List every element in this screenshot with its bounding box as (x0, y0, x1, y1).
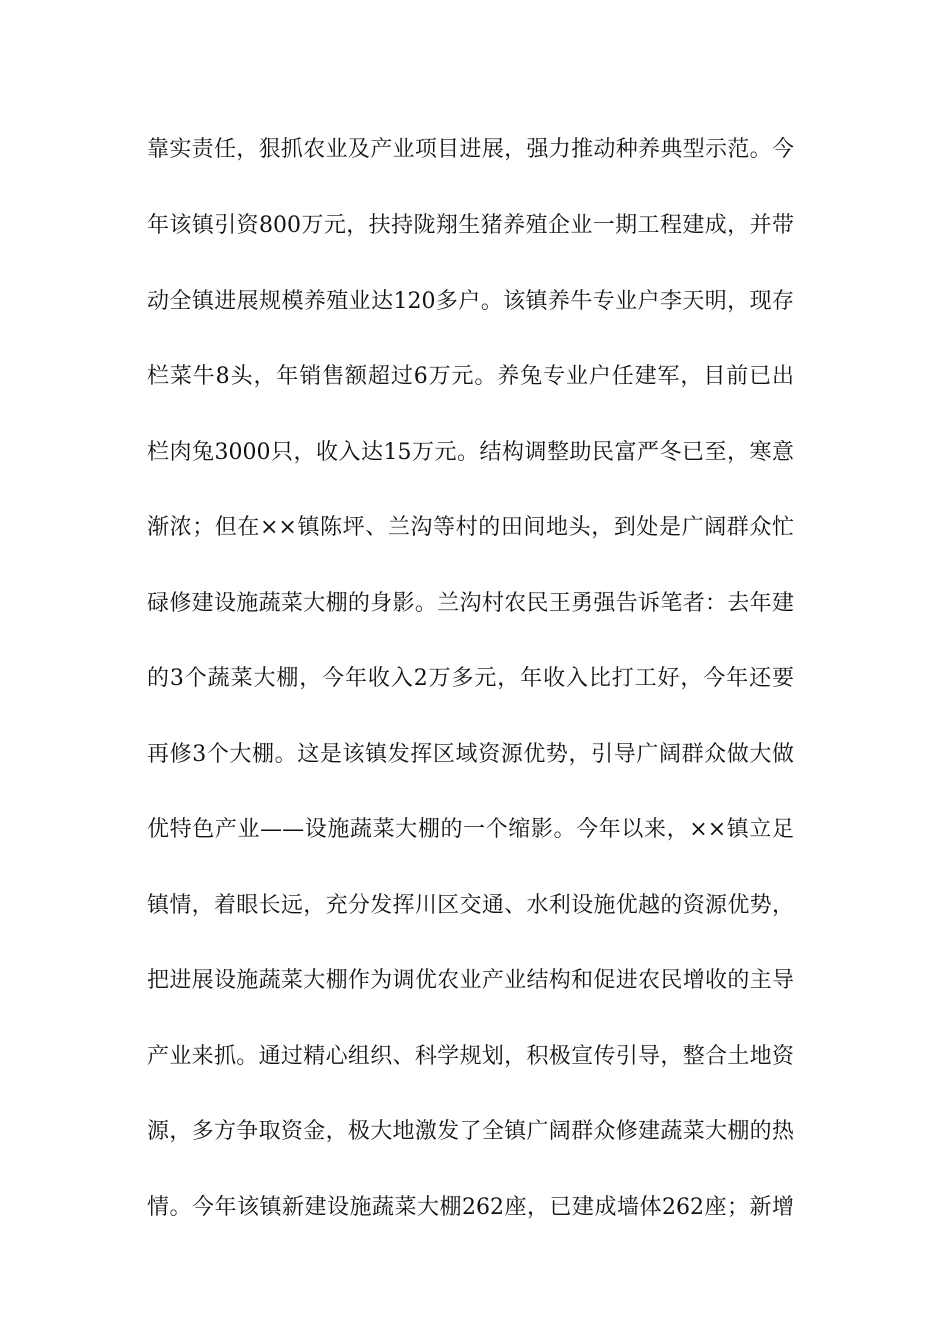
text-line-1: 靠实责任，狠抓农业及产业项目进展，强力推动种养典型示范。今 (147, 137, 794, 162)
text-line-3: 动全镇进展规模养殖业达120多户。该镇养牛专业户李天明，现存 (147, 289, 794, 314)
text-line-13: 产业来抓。通过精心组织、科学规划，积极宣传引导，整合土地资 (147, 1044, 794, 1069)
text-line-4: 栏菜牛8头，年销售额超过6万元。养兔专业户任建军，目前已出 (147, 364, 794, 389)
text-line-8: 的3个蔬菜大棚，今年收入2万多元，年收入比打工好，今年还要 (147, 666, 794, 691)
text-line-15: 情。今年该镇新建设施蔬菜大棚262座，已建成墙体262座；新增 (147, 1195, 794, 1220)
text-line-6: 渐浓；但在××镇陈坪、兰沟等村的田间地头，到处是广阔群众忙 (147, 515, 794, 540)
text-line-9: 再修3个大棚。这是该镇发挥区域资源优势，引导广阔群众做大做 (147, 742, 794, 767)
text-line-10: 优特色产业——设施蔬菜大棚的一个缩影。今年以来，××镇立足 (147, 817, 794, 842)
text-line-7: 碌修建设施蔬菜大棚的身影。兰沟村农民王勇强告诉笔者：去年建 (147, 591, 794, 616)
text-line-2: 年该镇引资800万元，扶持陇翔生猪养殖企业一期工程建成，并带 (147, 213, 794, 238)
text-line-11: 镇情，着眼长远，充分发挥川区交通、水利设施优越的资源优势， (147, 893, 794, 918)
text-line-5: 栏肉兔3000只，收入达15万元。结构调整助民富严冬已至，寒意 (147, 440, 794, 465)
text-line-12: 把进展设施蔬菜大棚作为调优农业产业结构和促进农民增收的主导 (147, 968, 794, 993)
text-line-14: 源，多方争取资金，极大地激发了全镇广阔群众修建蔬菜大棚的热 (147, 1119, 794, 1144)
